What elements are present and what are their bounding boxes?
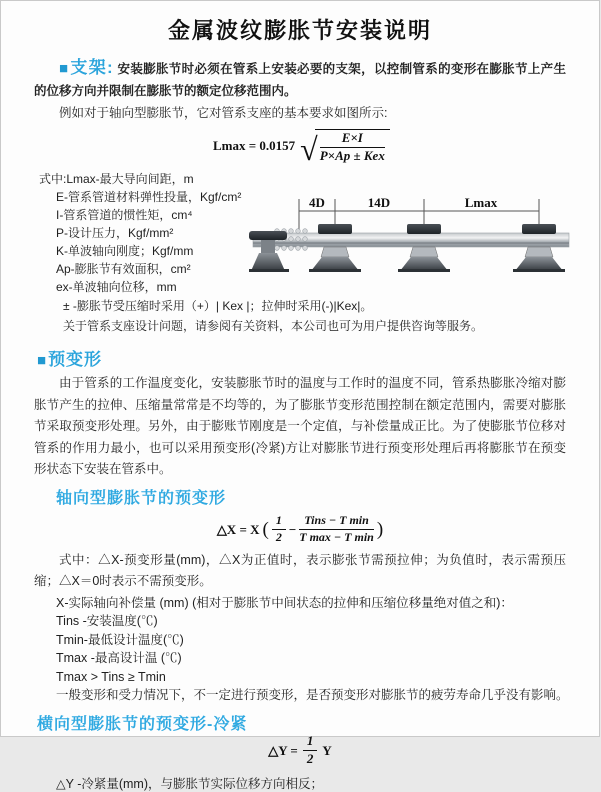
one-half-fraction [272,514,286,545]
formula-lhs: △X = X [216,521,260,537]
support-consult-note: 关于管系支座设计问题，请参阅有关资料，本公司也可为用户提供咨询等服务。 [63,319,484,333]
fraction-denominator: P×Ap ± Kex [319,147,385,163]
definition-line: Ap-膨胀节有效面积，cm² [56,262,191,276]
definition-line: I-管系管道的惯性矩，cm⁴ [56,208,193,222]
axial-line: Tmin-最低设计温度(℃) [56,632,184,647]
axial-line: 式中：△X-预变形量(mm)，△X为正值时，表示膨张节需预拉伸；为负值时，表示需预压缩；△X＝0时表示不需预变形。 [34,552,566,588]
fraction-numerator: 1 [272,514,286,530]
support-example-line: 例如对于轴向型膨胀节，它对管系支座的基本要求如图所示: [59,106,388,120]
page-title: 金属波纹膨胀节安装说明 [167,18,432,43]
formula-fraction [320,131,385,164]
dim-label-lmax: Lmax [464,195,498,210]
fraction-numerator: E×I [320,131,385,148]
formula-lhs: △Y = [268,742,298,758]
minus-sign: − [288,521,297,537]
support-intro-text: 安装膨胀节时必须在管系上安装必要的支架，以控制管系的变形在膨胀节上产生的位移方向并限制在膨胀节的额定位移范围内。 [34,62,566,98]
preform-heading-label: 预变形 [48,350,103,369]
guide-support-icon [513,224,565,272]
definition-line: K-单波轴向刚度；Kgf/mm [56,244,194,258]
definition-line: P-设计压力，Kgf/mm² [56,226,174,240]
fraction-denominator: 2 [306,751,314,766]
lateral-preform-heading: 横向型膨胀节的预变形-冷紧 [37,715,248,733]
lateral-note: △Y -冷紧量(mm)，与膨胀节实际位移方向相反； [56,776,324,791]
one-half-fraction [303,734,318,767]
guide-support-icon [309,224,361,272]
definition-line: E-管系管道材料弹性投量，Kgf/cm² [56,190,242,204]
support-intro-paragraph [34,57,566,102]
preform-section-heading [37,345,599,370]
definition-line: 式中:Lmax-最大导向间距，m [39,172,194,186]
definition-line: ± -膨胀节受压缩时采用（+）| Kex |；拉伸时采用(-)|Kex|。 [63,299,373,313]
sqrt-body [315,129,390,164]
axial-line: X-实际轴向补偿量 (mm) (相对于膨胀节中间状态的拉伸和压缩位移量绝对值之和)： [56,595,513,610]
axial-preform-formula [1,512,599,548]
axial-line: Tmax > Tins ≥ Tmin [56,669,166,684]
axial-line: Tins -安装温度(℃) [56,614,158,628]
lateral-preform-formula [1,733,599,766]
fraction-numerator: Tins − T min [299,514,374,530]
support-spacing-diagram [247,191,597,291]
axial-preform-heading: 轴向型膨胀节的预变形 [56,489,227,507]
section-marker-icon: ■ [37,352,48,369]
fraction-denominator: T max − T min [299,530,374,544]
axial-line: Tmax -最高设计温 (℃) [56,651,182,665]
axial-definitions [1,550,599,705]
formula-lhs: Lmax = 0.0157 [213,138,296,153]
anchor-support-icon [249,231,289,272]
support-heading-label: 支架: [70,58,114,77]
fraction-numerator: 1 [303,734,318,751]
support-section-heading [59,58,114,77]
formula-rhs: Y [322,742,332,758]
open-paren: ( [262,518,269,540]
preform-paragraph: 由于管系的工作温度变化，安装膨胀节时的温度与工作时的温度不同，管系热膨胀冷缩对膨胀节产生的拉伸、压缩量常常是不均等的，为了膨胀节变形范围控制在额定范围内，需要对膨胀节采取预变形处理。另外，由于膨账节刚度是一个定值，与补偿量成正比。为了使膨胀节位移对管系的作用力最小，也可以采用预变形(冷紧)方让对膨胀节进行预变形处理后再将膨胀节在预变形状态下安装在管系中。 [34,376,566,476]
axial-line: 一般变形和受力情况下，不一定进行预变形，是否预变形对膨胀节的疲劳寿命几乎没有影响。 [56,688,569,702]
close-paren: ) [376,518,384,540]
guide-spacing-formula: Lmax = 0.0157 √ $\frac{E\times I}{\text{P×Ap ± Kex}}$ [213,129,599,163]
dim-label-4d: 4D [309,195,325,210]
dim-label-14d: 14D [367,195,391,210]
definition-line: ex-单波轴向位移，mm [56,280,177,294]
section-marker-icon: ■ [59,60,70,77]
temperature-fraction [299,514,374,545]
guide-support-icon [398,224,450,272]
fraction-denominator: 2 [275,530,282,544]
